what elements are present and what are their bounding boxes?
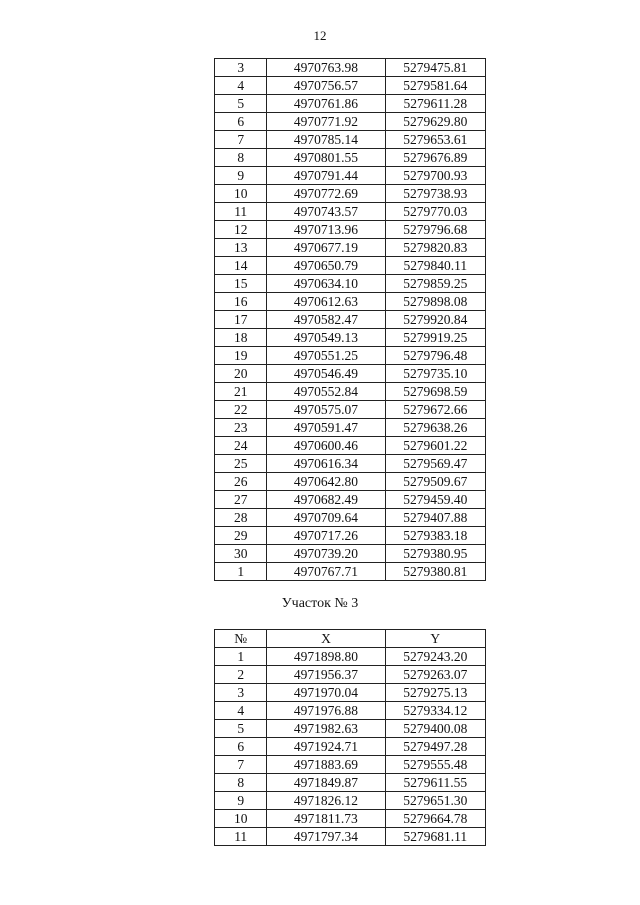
table-row xyxy=(215,509,486,527)
point-number-cell: 11 xyxy=(215,828,267,846)
point-number-cell: 8 xyxy=(215,149,267,167)
x-coordinate-cell: 4970616.34 xyxy=(267,455,385,473)
point-number-cell: 1 xyxy=(215,563,267,581)
table-row xyxy=(215,828,486,846)
x-coordinate-cell: 4970582.47 xyxy=(267,311,385,329)
point-number-cell: 8 xyxy=(215,774,267,792)
table-row xyxy=(215,95,486,113)
x-coordinate-cell: 4970642.80 xyxy=(267,473,385,491)
y-coordinate-cell: 5279509.67 xyxy=(385,473,485,491)
x-coordinate-cell: 4970551.25 xyxy=(267,347,385,365)
table-row xyxy=(215,684,486,702)
x-coordinate-cell: 4971797.34 xyxy=(267,828,385,846)
table-row xyxy=(215,203,486,221)
table-row xyxy=(215,149,486,167)
point-number-cell: 17 xyxy=(215,311,267,329)
x-coordinate-cell: 4970709.64 xyxy=(267,509,385,527)
table-row xyxy=(215,275,486,293)
point-number-cell: 10 xyxy=(215,185,267,203)
point-number-cell: 29 xyxy=(215,527,267,545)
table-row xyxy=(215,113,486,131)
point-number-cell: 5 xyxy=(215,95,267,113)
table-row xyxy=(215,473,486,491)
table-row xyxy=(215,491,486,509)
y-coordinate-cell: 5279676.89 xyxy=(385,149,485,167)
y-coordinate-cell: 5279698.59 xyxy=(385,383,485,401)
table-row xyxy=(215,167,486,185)
table-row xyxy=(215,756,486,774)
table-header-row xyxy=(215,630,486,648)
y-coordinate-cell: 5279475.81 xyxy=(385,59,485,77)
coordinates-table-section-3 xyxy=(214,629,486,846)
table-row xyxy=(215,185,486,203)
point-number-cell: 6 xyxy=(215,113,267,131)
table-row xyxy=(215,527,486,545)
y-coordinate-cell: 5279334.12 xyxy=(385,702,485,720)
table-row xyxy=(215,792,486,810)
x-coordinate-cell: 4971976.88 xyxy=(267,702,385,720)
y-coordinate-cell: 5279700.93 xyxy=(385,167,485,185)
x-coordinate-cell: 4970772.69 xyxy=(267,185,385,203)
table-row xyxy=(215,720,486,738)
y-coordinate-cell: 5279459.40 xyxy=(385,491,485,509)
point-number-cell: 3 xyxy=(215,684,267,702)
x-coordinate-cell: 4970713.96 xyxy=(267,221,385,239)
table-row xyxy=(215,702,486,720)
table-row xyxy=(215,59,486,77)
table-row xyxy=(215,365,486,383)
y-coordinate-cell: 5279859.25 xyxy=(385,275,485,293)
point-number-cell: 21 xyxy=(215,383,267,401)
column-header-number: № xyxy=(215,630,267,648)
y-coordinate-cell: 5279664.78 xyxy=(385,810,485,828)
y-coordinate-cell: 5279672.66 xyxy=(385,401,485,419)
x-coordinate-cell: 4971898.80 xyxy=(267,648,385,666)
table-row xyxy=(215,648,486,666)
point-number-cell: 7 xyxy=(215,756,267,774)
table-row xyxy=(215,563,486,581)
table-row xyxy=(215,437,486,455)
y-coordinate-cell: 5279611.55 xyxy=(385,774,485,792)
point-number-cell: 25 xyxy=(215,455,267,473)
y-coordinate-cell: 5279497.28 xyxy=(385,738,485,756)
x-coordinate-cell: 4970756.57 xyxy=(267,77,385,95)
x-coordinate-cell: 4970612.63 xyxy=(267,293,385,311)
point-number-cell: 5 xyxy=(215,720,267,738)
column-header-x: X xyxy=(267,630,385,648)
y-coordinate-cell: 5279651.30 xyxy=(385,792,485,810)
point-number-cell: 6 xyxy=(215,738,267,756)
x-coordinate-cell: 4970761.86 xyxy=(267,95,385,113)
x-coordinate-cell: 4970650.79 xyxy=(267,257,385,275)
point-number-cell: 4 xyxy=(215,77,267,95)
table-row xyxy=(215,239,486,257)
point-number-cell: 28 xyxy=(215,509,267,527)
point-number-cell: 10 xyxy=(215,810,267,828)
y-coordinate-cell: 5279581.64 xyxy=(385,77,485,95)
table-row xyxy=(215,347,486,365)
y-coordinate-cell: 5279407.88 xyxy=(385,509,485,527)
table-row xyxy=(215,221,486,239)
table-row xyxy=(215,293,486,311)
y-coordinate-cell: 5279681.11 xyxy=(385,828,485,846)
point-number-cell: 27 xyxy=(215,491,267,509)
table-row xyxy=(215,545,486,563)
table-row xyxy=(215,77,486,95)
y-coordinate-cell: 5279738.93 xyxy=(385,185,485,203)
y-coordinate-cell: 5279796.68 xyxy=(385,221,485,239)
table-row xyxy=(215,401,486,419)
y-coordinate-cell: 5279920.84 xyxy=(385,311,485,329)
column-header-y: Y xyxy=(385,630,485,648)
x-coordinate-cell: 4970634.10 xyxy=(267,275,385,293)
table-row xyxy=(215,666,486,684)
table-row xyxy=(215,131,486,149)
point-number-cell: 1 xyxy=(215,648,267,666)
table-row xyxy=(215,738,486,756)
x-coordinate-cell: 4970682.49 xyxy=(267,491,385,509)
x-coordinate-cell: 4971883.69 xyxy=(267,756,385,774)
point-number-cell: 7 xyxy=(215,131,267,149)
point-number-cell: 4 xyxy=(215,702,267,720)
y-coordinate-cell: 5279770.03 xyxy=(385,203,485,221)
y-coordinate-cell: 5279796.48 xyxy=(385,347,485,365)
table-row xyxy=(215,455,486,473)
y-coordinate-cell: 5279555.48 xyxy=(385,756,485,774)
y-coordinate-cell: 5279601.22 xyxy=(385,437,485,455)
x-coordinate-cell: 4971849.87 xyxy=(267,774,385,792)
x-coordinate-cell: 4970743.57 xyxy=(267,203,385,221)
x-coordinate-cell: 4971956.37 xyxy=(267,666,385,684)
y-coordinate-cell: 5279919.25 xyxy=(385,329,485,347)
y-coordinate-cell: 5279638.26 xyxy=(385,419,485,437)
y-coordinate-cell: 5279275.13 xyxy=(385,684,485,702)
x-coordinate-cell: 4970575.07 xyxy=(267,401,385,419)
table-row xyxy=(215,774,486,792)
y-coordinate-cell: 5279400.08 xyxy=(385,720,485,738)
table-row xyxy=(215,257,486,275)
x-coordinate-cell: 4971982.63 xyxy=(267,720,385,738)
x-coordinate-cell: 4970767.71 xyxy=(267,563,385,581)
point-number-cell: 26 xyxy=(215,473,267,491)
x-coordinate-cell: 4970677.19 xyxy=(267,239,385,257)
point-number-cell: 3 xyxy=(215,59,267,77)
coordinates-table-body xyxy=(215,59,486,581)
coordinates-table-continued xyxy=(214,58,486,581)
x-coordinate-cell: 4971811.73 xyxy=(267,810,385,828)
y-coordinate-cell: 5279820.83 xyxy=(385,239,485,257)
x-coordinate-cell: 4970785.14 xyxy=(267,131,385,149)
x-coordinate-cell: 4970791.44 xyxy=(267,167,385,185)
y-coordinate-cell: 5279380.81 xyxy=(385,563,485,581)
table-row xyxy=(215,329,486,347)
point-number-cell: 24 xyxy=(215,437,267,455)
table-row xyxy=(215,383,486,401)
table-row xyxy=(215,810,486,828)
point-number-cell: 12 xyxy=(215,221,267,239)
point-number-cell: 14 xyxy=(215,257,267,275)
point-number-cell: 22 xyxy=(215,401,267,419)
x-coordinate-cell: 4970739.20 xyxy=(267,545,385,563)
x-coordinate-cell: 4970591.47 xyxy=(267,419,385,437)
point-number-cell: 16 xyxy=(215,293,267,311)
table-row xyxy=(215,311,486,329)
x-coordinate-cell: 4971826.12 xyxy=(267,792,385,810)
x-coordinate-cell: 4970546.49 xyxy=(267,365,385,383)
y-coordinate-cell: 5279383.18 xyxy=(385,527,485,545)
y-coordinate-cell: 5279735.10 xyxy=(385,365,485,383)
x-coordinate-cell: 4970763.98 xyxy=(267,59,385,77)
x-coordinate-cell: 4970717.26 xyxy=(267,527,385,545)
x-coordinate-cell: 4970552.84 xyxy=(267,383,385,401)
point-number-cell: 9 xyxy=(215,792,267,810)
point-number-cell: 2 xyxy=(215,666,267,684)
y-coordinate-cell: 5279629.80 xyxy=(385,113,485,131)
point-number-cell: 30 xyxy=(215,545,267,563)
x-coordinate-cell: 4970549.13 xyxy=(267,329,385,347)
x-coordinate-cell: 4970600.46 xyxy=(267,437,385,455)
y-coordinate-cell: 5279569.47 xyxy=(385,455,485,473)
table-row xyxy=(215,419,486,437)
y-coordinate-cell: 5279380.95 xyxy=(385,545,485,563)
point-number-cell: 9 xyxy=(215,167,267,185)
y-coordinate-cell: 5279611.28 xyxy=(385,95,485,113)
coordinates-table-body xyxy=(215,648,486,846)
x-coordinate-cell: 4970801.55 xyxy=(267,149,385,167)
y-coordinate-cell: 5279243.20 xyxy=(385,648,485,666)
y-coordinate-cell: 5279263.07 xyxy=(385,666,485,684)
point-number-cell: 18 xyxy=(215,329,267,347)
x-coordinate-cell: 4971924.71 xyxy=(267,738,385,756)
point-number-cell: 13 xyxy=(215,239,267,257)
point-number-cell: 15 xyxy=(215,275,267,293)
section-title: Участок № 3 xyxy=(281,596,359,611)
y-coordinate-cell: 5279840.11 xyxy=(385,257,485,275)
point-number-cell: 20 xyxy=(215,365,267,383)
point-number-cell: 11 xyxy=(215,203,267,221)
x-coordinate-cell: 4970771.92 xyxy=(267,113,385,131)
page-number: 12 xyxy=(313,28,327,43)
y-coordinate-cell: 5279653.61 xyxy=(385,131,485,149)
point-number-cell: 19 xyxy=(215,347,267,365)
y-coordinate-cell: 5279898.08 xyxy=(385,293,485,311)
point-number-cell: 23 xyxy=(215,419,267,437)
x-coordinate-cell: 4971970.04 xyxy=(267,684,385,702)
